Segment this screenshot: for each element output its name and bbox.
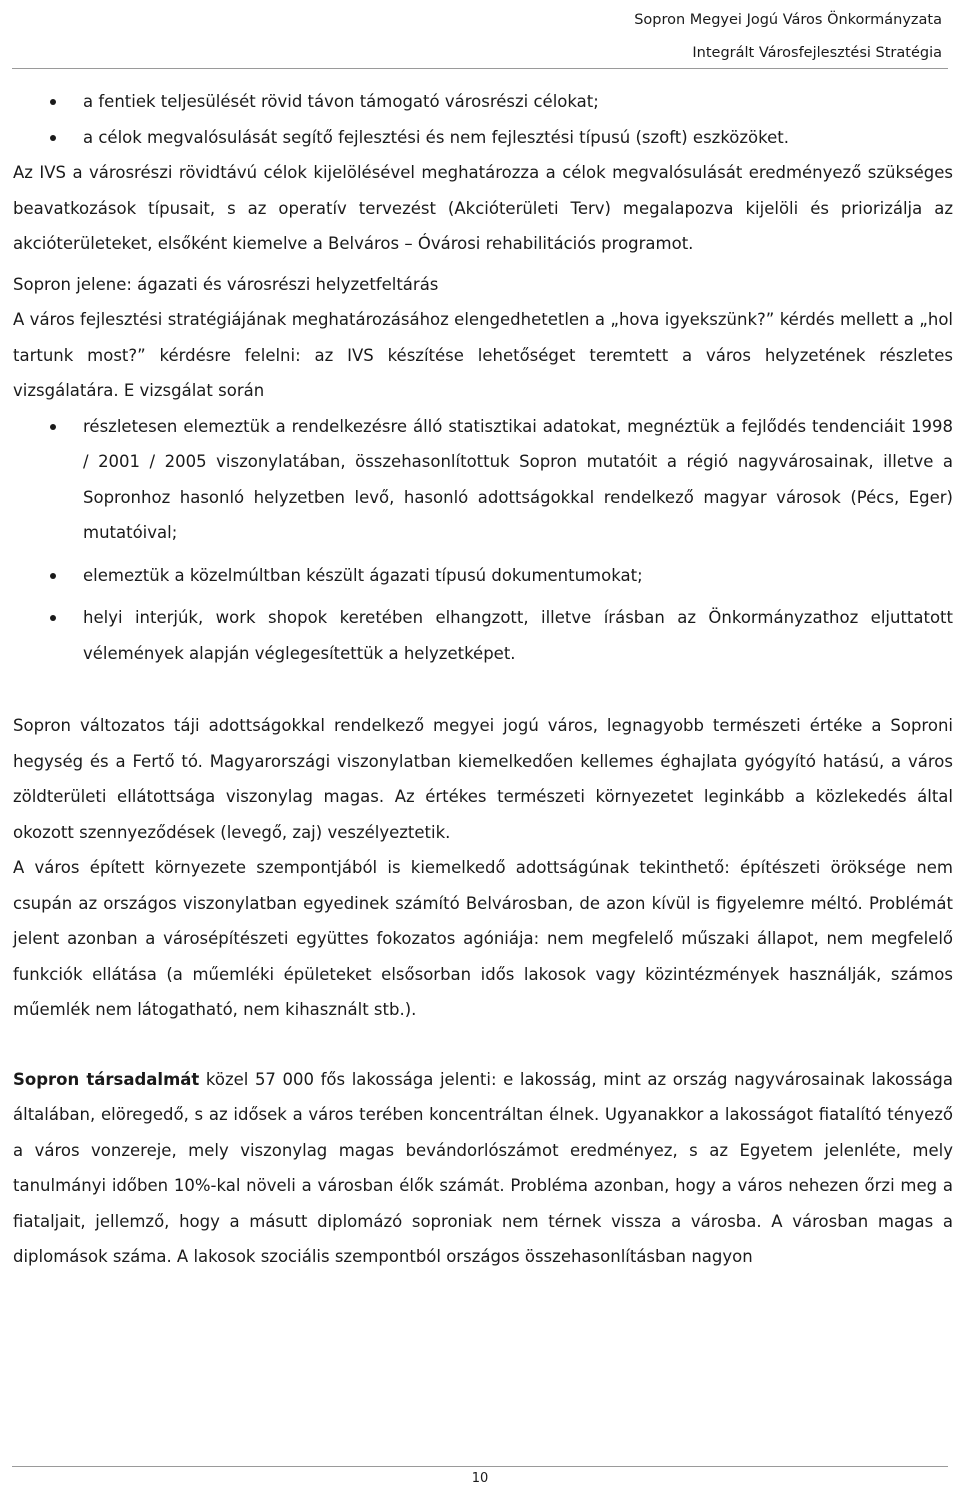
list-item-text: helyi interjúk, work shopok keretében elhangzott, illetve írásban az Önkormányzathoz eljuttatott vélemények alapján véglegesítettük a helyzetképet. (83, 608, 953, 663)
list-item (13, 120, 953, 156)
emphasis-text: Sopron társadalmát (13, 1069, 200, 1089)
bullet-icon (50, 99, 56, 105)
paragraph-ivs: Az IVS a városrészi rövidtávú célok kijelölésével meghatározza a célok megvalósulását eredményező szükséges beavatkozások típusait, s az operatív tervezést (Akcióterületi Terv) megalapozva kijelöli és priorizálja az akcióterületeket, elsőként kiemelve a Belváros – Óvárosi rehabilitációs programot. (13, 163, 953, 253)
paragraph-tarsadalom (13, 1062, 953, 1275)
list-item (13, 84, 953, 120)
page-header (634, 4, 942, 70)
list-item-text: elemeztük a közelmúltban készült ágazati típusú dokumentumokat; (83, 565, 643, 585)
header-organization: Sopron Megyei Jogú Város Önkormányzata (634, 12, 942, 28)
header-divider (12, 68, 948, 69)
page-number: 10 (471, 1471, 489, 1486)
bullet-icon (50, 573, 56, 579)
intro-bullet-list (13, 84, 953, 155)
footer-divider (12, 1466, 948, 1467)
list-item-text: részletesen elemeztük a rendelkezésre álló statisztikai adatokat, megnéztük a fejlődés tendenciáit 1998 / 2001 / 2005 viszonylatában, összehasonlítottuk Sopron mutatóit a régió nagyvárosainak, illetve a Sopronhoz hasonló helyzetben levő, hasonló adottságokkal rendelkező magyar városok (Pécs, Eger) mutatóival; (83, 416, 953, 542)
paragraph-text: közel 57 000 fős lakossága jelenti: e lakosság, mint az ország nagyvárosainak lakossága általában, elöregedő, s az idősek a város terében koncentráltan élnek. Ugyanakkor a lakosságot fiatalító tényező a város vonzereje, mely viszonylag magas bevándorlószámot eredményez, s az Egyetem jelenléte, mely tanulmányi időben 10%-kal növeli a városban élők számát. Probléma azonban, hogy a város nehezen őrzi meg a fiataljait, jellemző, hogy a másutt diplomázó soproniak nem térnek vissza a városba. A városban magas a diplomások száma. A lakosok szociális szempontból országos összehasonlításban nagyon (13, 1069, 953, 1266)
paragraph-taji-adottsagok: Sopron változatos táji adottságokkal rendelkező megyei jogú város, legnagyobb természeti értéke a Soproni hegység és a Fertő tó. Magyarországi viszonylatban kiemelkedően kellemes éghajlata gyógyító hatású, a város zöldterületi ellátottsága viszonylag magas. Az értékes természeti környezetet leginkább a közlekedés által okozott szennyeződések (levegő, zaj) veszélyeztetik. (13, 716, 953, 842)
bullet-icon (50, 135, 56, 141)
bullet-icon (50, 424, 56, 430)
list-item (13, 558, 953, 594)
list-item-text: a fentiek teljesülését rövid távon támogató városrészi célokat; (83, 92, 599, 111)
paragraph-epitett-kornyezet: A város épített környezete szempontjából is kiemelkedő adottságúnak tekinthető: építészeti öröksége nem csupán az országos viszonylatban egyedinek számító Belvárosban, de azon kívül is figyelemre méltó. Problémát jelent azonban a városépítészeti együttes fokozatos agóniája: nem megfelelő műszaki állapot, nem megfelelő funkciók ellátása (a műemléki épületeket elsősorban idős lakosok vagy közintézmények használják, számos műemlék nem látogatható, nem kihasznált stb.). (13, 858, 953, 1019)
paragraph-fejlesztes: A város fejlesztési stratégiájának meghatározásához elengedhetetlen a „hova igyekszünk?” kérdés mellett a „hol tartunk most?” kérdésre felelni: az IVS készítése lehetőséget teremtett a város helyzetének részletes vizsgálatára. E vizsgálat során (13, 310, 953, 400)
header-document-title: Integrált Városfejlesztési Stratégia (692, 45, 942, 61)
list-item-text: a célok megvalósulását segítő fejlesztési és nem fejlesztési típusú (szoft) eszközöket. (83, 127, 789, 147)
section-title: Sopron jelene: ágazati és városrészi helyzetfeltárás (13, 274, 439, 294)
analysis-bullet-list (13, 409, 953, 672)
bullet-icon (50, 615, 56, 621)
list-item (13, 409, 953, 551)
list-item (13, 600, 953, 671)
document-body (13, 84, 953, 1275)
